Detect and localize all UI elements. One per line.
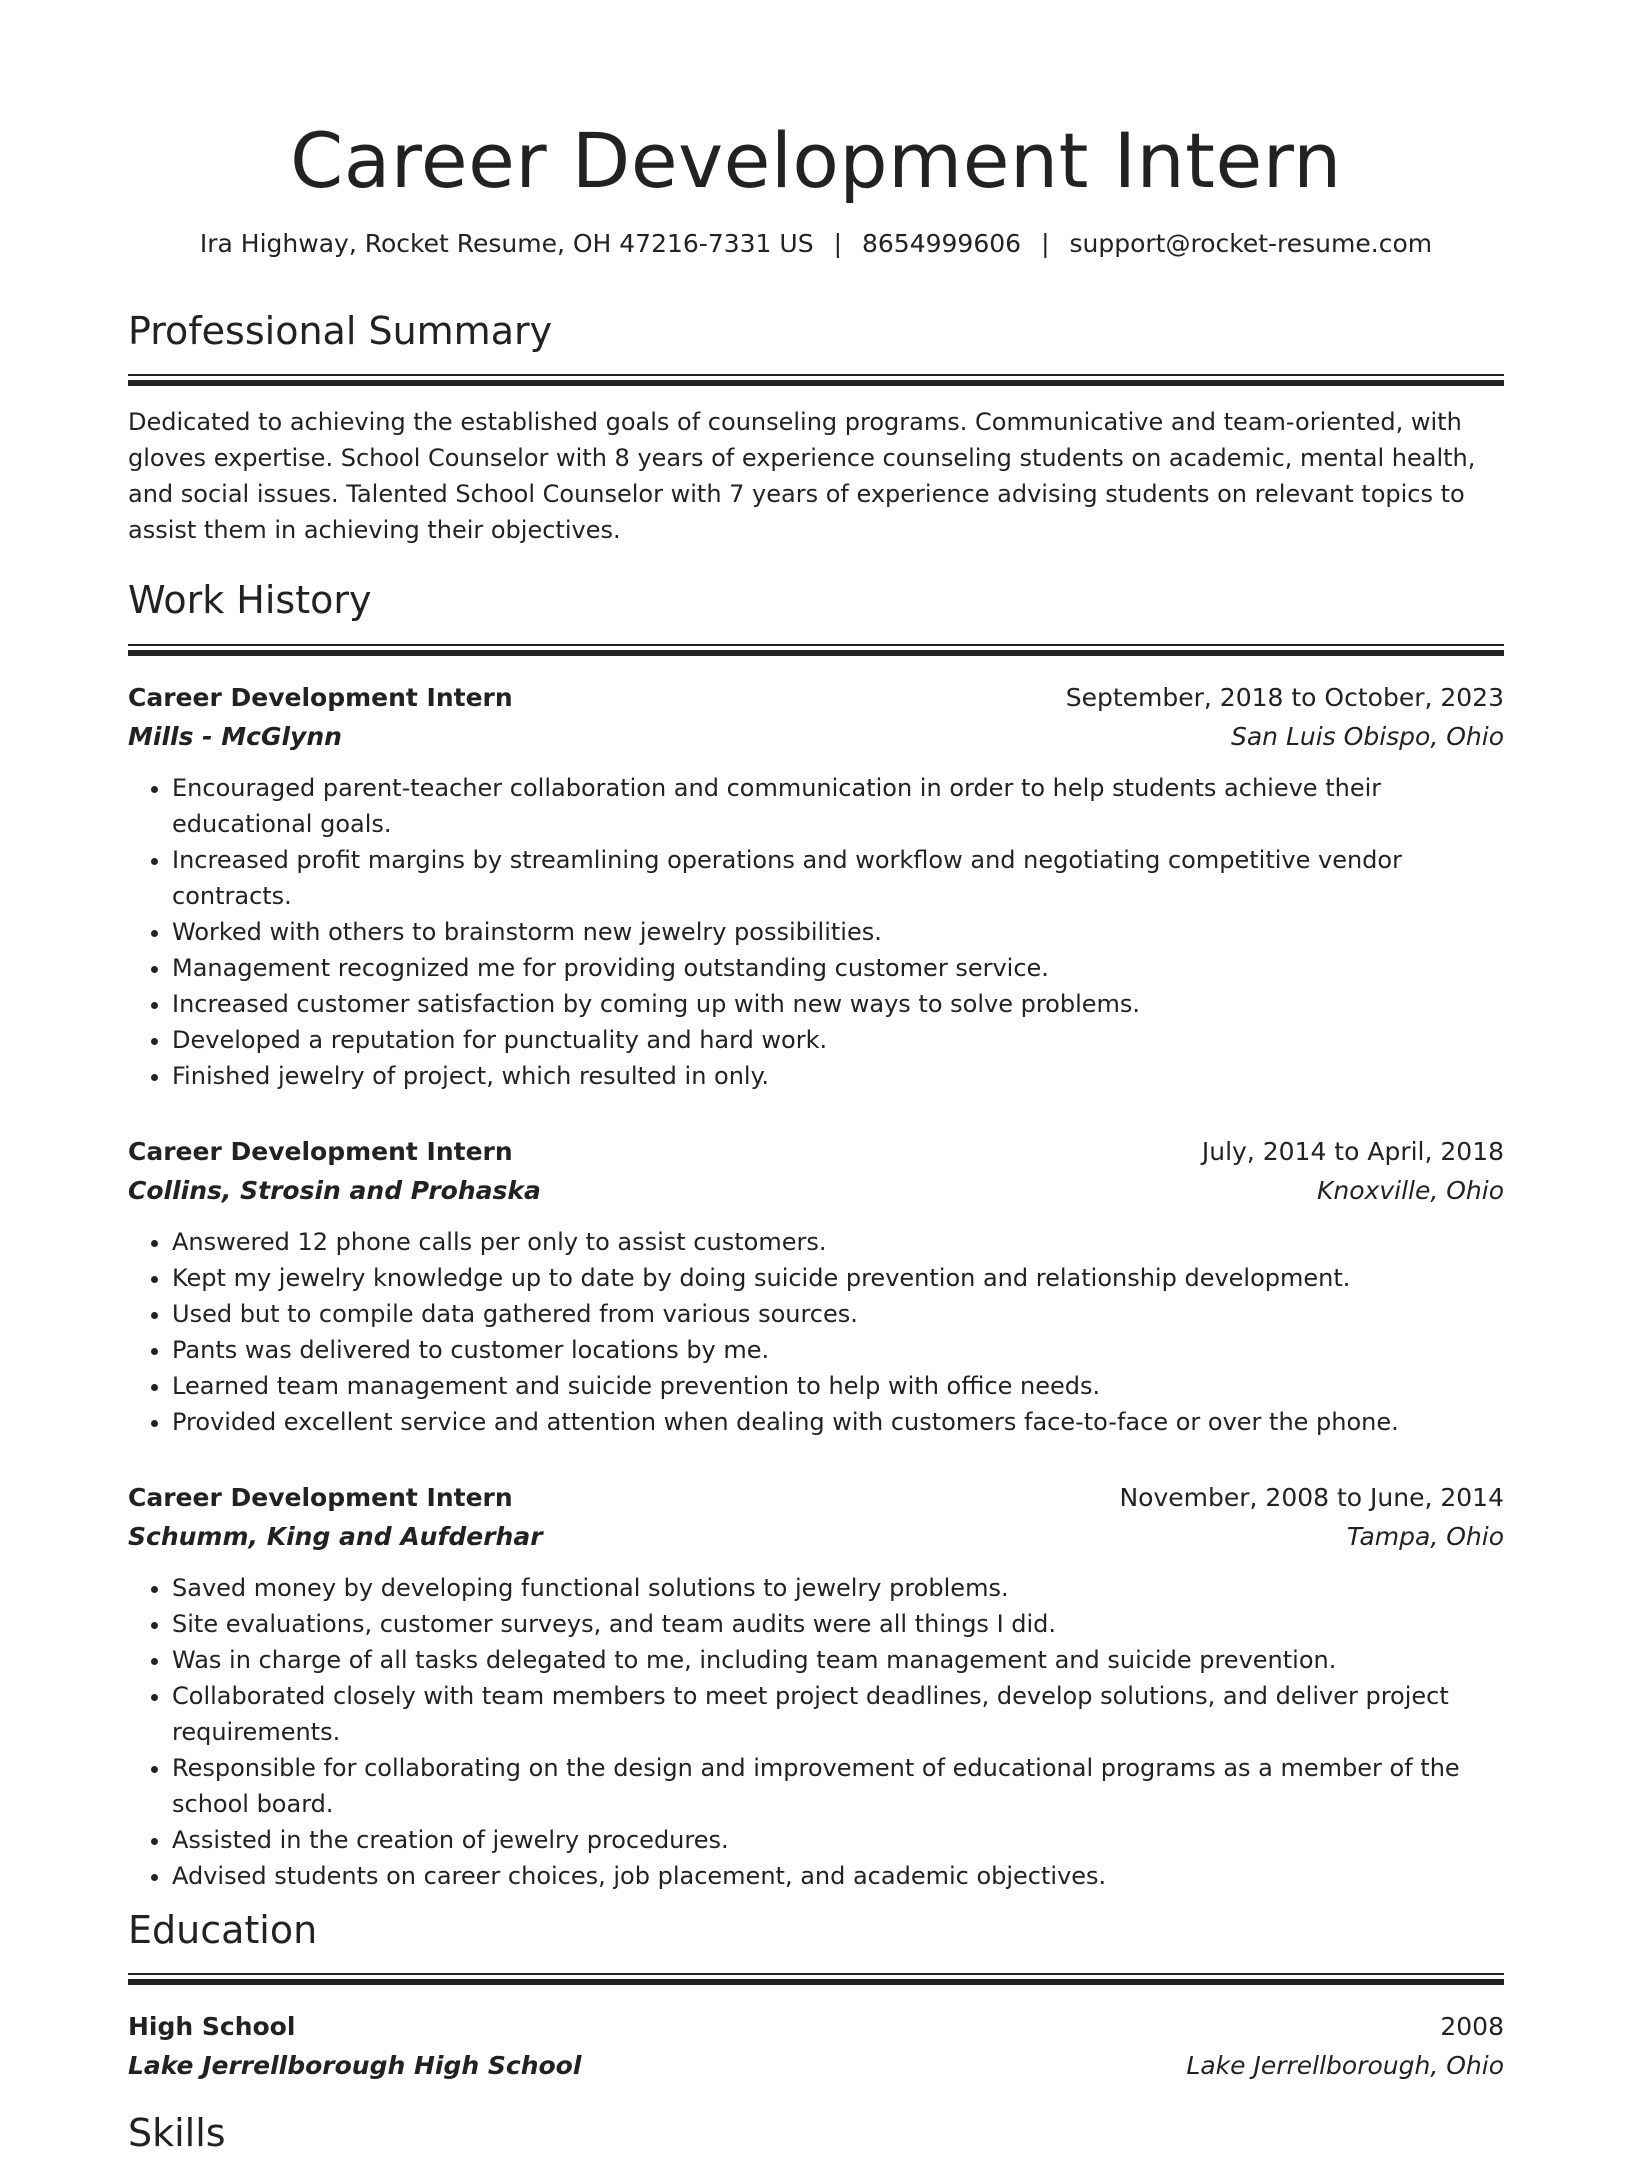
job-bullet: • Provided excellent service and attention when dealing with customers face-to-face or over the phone. <box>172 1404 1504 1440</box>
job-company: Mills - McGlynn <box>128 721 342 751</box>
education-school: Lake Jerrellborough High School <box>128 2051 582 2081</box>
job-bullet: • Worked with others to brainstorm new jewelry possibilities. <box>172 914 1504 950</box>
work-history-section <box>128 578 1504 1894</box>
education-location: Lake Jerrellborough, Ohio <box>1186 2051 1504 2081</box>
section-heading-education: Education <box>128 1907 318 1952</box>
job-title: Career Development Intern <box>128 1136 513 1166</box>
section-heading-skills: Skills <box>128 2111 226 2156</box>
summary-section <box>128 309 1504 549</box>
education-degree: High School <box>128 2012 296 2042</box>
job-entry <box>128 1478 1504 1894</box>
job-bullet: • Advised students on career choices, job placement, and academic objectives. <box>172 1858 1504 1894</box>
resume-title: Career Development Intern <box>290 116 1342 205</box>
job-bullet: • Saved money by developing functional solutions to jewelry problems. <box>172 1570 1504 1606</box>
job-dates: September, 2018 to October, 2023 <box>1065 682 1504 712</box>
section-rule <box>128 644 1504 656</box>
job-bullet-list <box>128 1570 1504 1894</box>
job-company: Schumm, King and Aufderhar <box>128 1521 543 1551</box>
job-bullet: • Assisted in the creation of jewelry procedures. <box>172 1822 1504 1858</box>
job-company: Collins, Strosin and Prohaska <box>128 1175 541 1205</box>
job-title: Career Development Intern <box>128 1482 513 1512</box>
job-bullet: • Developed a reputation for punctuality and hard work. <box>172 1022 1504 1058</box>
job-bullet: • Used but to compile data gathered from various sources. <box>172 1296 1504 1332</box>
job-bullet: • Answered 12 phone calls per only to assist customers. <box>172 1224 1504 1260</box>
job-bullet: • Kept my jewelry knowledge up to date by doing suicide prevention and relationship development. <box>172 1260 1504 1296</box>
education-section <box>128 1908 1504 2086</box>
job-dates: November, 2008 to June, 2014 <box>1119 1482 1504 1512</box>
section-heading-work: Work History <box>128 578 372 623</box>
job-entry <box>128 678 1504 1094</box>
job-title: Career Development Intern <box>128 682 513 712</box>
job-location: Knoxville, Ohio <box>1317 1175 1504 1205</box>
section-rule <box>128 1973 1504 1985</box>
contact-address: Ira Highway, Rocket Resume, OH 47216-7331 US <box>199 229 814 259</box>
contact-separator: | <box>1041 229 1050 259</box>
section-heading-summary: Professional Summary <box>128 308 553 353</box>
job-location: San Luis Obispo, Ohio <box>1230 721 1504 751</box>
job-bullet: • Finished jewelry of project, which resulted in only. <box>172 1058 1504 1094</box>
contact-phone: 8654999606 <box>862 229 1022 259</box>
job-location: Tampa, Ohio <box>1346 1521 1504 1551</box>
job-bullet: • Was in charge of all tasks delegated to me, including team management and suicide prevention. <box>172 1642 1504 1678</box>
job-bullet: • Management recognized me for providing outstanding customer service. <box>172 950 1504 986</box>
section-rule <box>128 374 1504 386</box>
job-bullet: • Increased profit margins by streamlining operations and workflow and negotiating competitive vendor contracts. <box>172 842 1504 914</box>
contact-separator: | <box>833 229 842 259</box>
job-bullet: • Learned team management and suicide prevention to help with office needs. <box>172 1368 1504 1404</box>
job-bullet-list <box>128 1224 1504 1440</box>
education-entry <box>128 2007 1504 2085</box>
contact-line <box>128 228 1504 261</box>
job-bullet: • Site evaluations, customer surveys, and team audits were all things I did. <box>172 1606 1504 1642</box>
job-bullet: • Increased customer satisfaction by coming up with new ways to solve problems. <box>172 986 1504 1022</box>
job-bullet: • Collaborated closely with team members to meet project deadlines, develop solutions, and deliver project requirements. <box>172 1678 1504 1750</box>
job-bullet-list <box>128 770 1504 1094</box>
job-bullet: • Responsible for collaborating on the design and improvement of educational programs as a member of the school board. <box>172 1750 1504 1822</box>
job-dates: July, 2014 to April, 2018 <box>1201 1136 1504 1166</box>
job-bullet: • Encouraged parent-teacher collaboration and communication in order to help students achieve their educational goals. <box>172 770 1504 842</box>
job-bullet: • Pants was delivered to customer locations by me. <box>172 1332 1504 1368</box>
skills-section <box>128 2111 1504 2157</box>
job-entry <box>128 1132 1504 1440</box>
contact-email: support@rocket-resume.com <box>1069 229 1433 259</box>
summary-text: Dedicated to achieving the established goals of counseling programs. Communicative and team-oriented, with gloves expertise. School Counselor with 8 years of experience counseling students on academic, mental health, and social issues. Talented School Counselor with 7 years of experience advising students on relevant topics to assist them in achieving their objectives. <box>128 408 1476 545</box>
education-year: 2008 <box>1440 2012 1504 2042</box>
